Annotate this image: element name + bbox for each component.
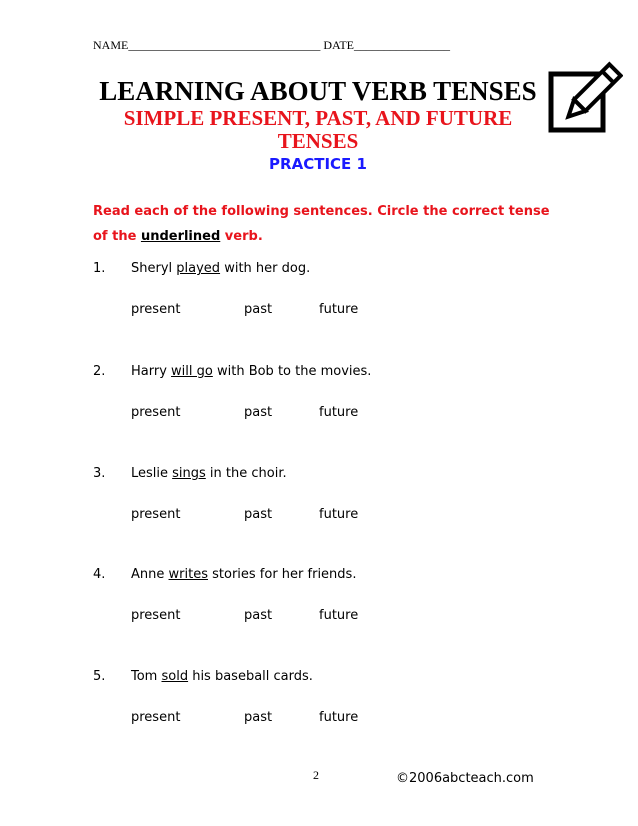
sentence-text: Leslie (131, 466, 173, 481)
sentence-text: Tom (131, 669, 162, 684)
practice-heading: PRACTICE 1 (269, 155, 367, 173)
sentence-text: with Bob to the movies. (212, 364, 372, 379)
subtitle (93, 107, 543, 153)
underlined-verb: sold (161, 669, 189, 684)
sentence-text: stories for her friends. (207, 567, 357, 582)
option-future[interactable]: future (319, 302, 359, 317)
subtitle-line-1: SIMPLE PRESENT, PAST, AND FUTURE (123, 106, 513, 130)
sentence-text: Sheryl (131, 261, 177, 276)
option-present[interactable]: present (131, 608, 181, 623)
instructions-text: Read each of the following sentences. Circle the correct tense of the (93, 204, 550, 244)
question-sentence (131, 364, 371, 379)
option-present[interactable]: present (131, 405, 181, 420)
sentence-text: in the choir. (205, 466, 287, 481)
question-sentence (131, 466, 287, 481)
question-number: 2. (93, 364, 106, 379)
instructions (93, 199, 563, 249)
option-future[interactable]: future (319, 608, 359, 623)
sentence-text: Harry (131, 364, 172, 379)
option-future[interactable]: future (319, 405, 359, 420)
question-number: 1. (93, 261, 106, 276)
option-past[interactable]: past (244, 302, 273, 317)
sentence-text: with her dog. (220, 261, 311, 276)
option-past[interactable]: past (244, 710, 273, 725)
option-future[interactable]: future (319, 507, 359, 522)
name-date-line (93, 38, 450, 53)
option-present[interactable]: present (131, 710, 181, 725)
underlined-verb: will go (171, 364, 213, 379)
underlined-verb: sings (172, 466, 206, 481)
question-sentence (131, 261, 310, 276)
instructions-end: verb. (220, 229, 263, 244)
date-label: DATE (323, 38, 355, 52)
question-number: 3. (93, 466, 106, 481)
copyright: ©2006abcteach.com (396, 771, 534, 786)
option-past[interactable]: past (244, 608, 273, 623)
date-blank[interactable]: ________________ (354, 38, 451, 52)
question-sentence (131, 567, 356, 582)
option-future[interactable]: future (319, 710, 359, 725)
underlined-verb: writes (168, 567, 208, 582)
option-present[interactable]: present (131, 507, 181, 522)
instructions-underlined-word: underlined (140, 229, 221, 244)
sentence-text: his baseball cards. (188, 669, 313, 684)
sentence-text: Anne (131, 567, 169, 582)
underlined-verb: played (176, 261, 221, 276)
option-past[interactable]: past (244, 507, 273, 522)
name-label: NAME (93, 38, 129, 52)
pencil-and-paper-icon (547, 60, 623, 136)
question-sentence (131, 669, 313, 684)
page-number: 2 (313, 768, 319, 782)
option-present[interactable]: present (131, 302, 181, 317)
option-past[interactable]: past (244, 405, 273, 420)
question-number: 5. (93, 669, 106, 684)
subtitle-line-2: TENSES (277, 129, 359, 153)
name-blank[interactable]: ________________________________ (128, 38, 321, 52)
question-number: 4. (93, 567, 106, 582)
page-title: LEARNING ABOUT VERB TENSES (99, 76, 537, 106)
